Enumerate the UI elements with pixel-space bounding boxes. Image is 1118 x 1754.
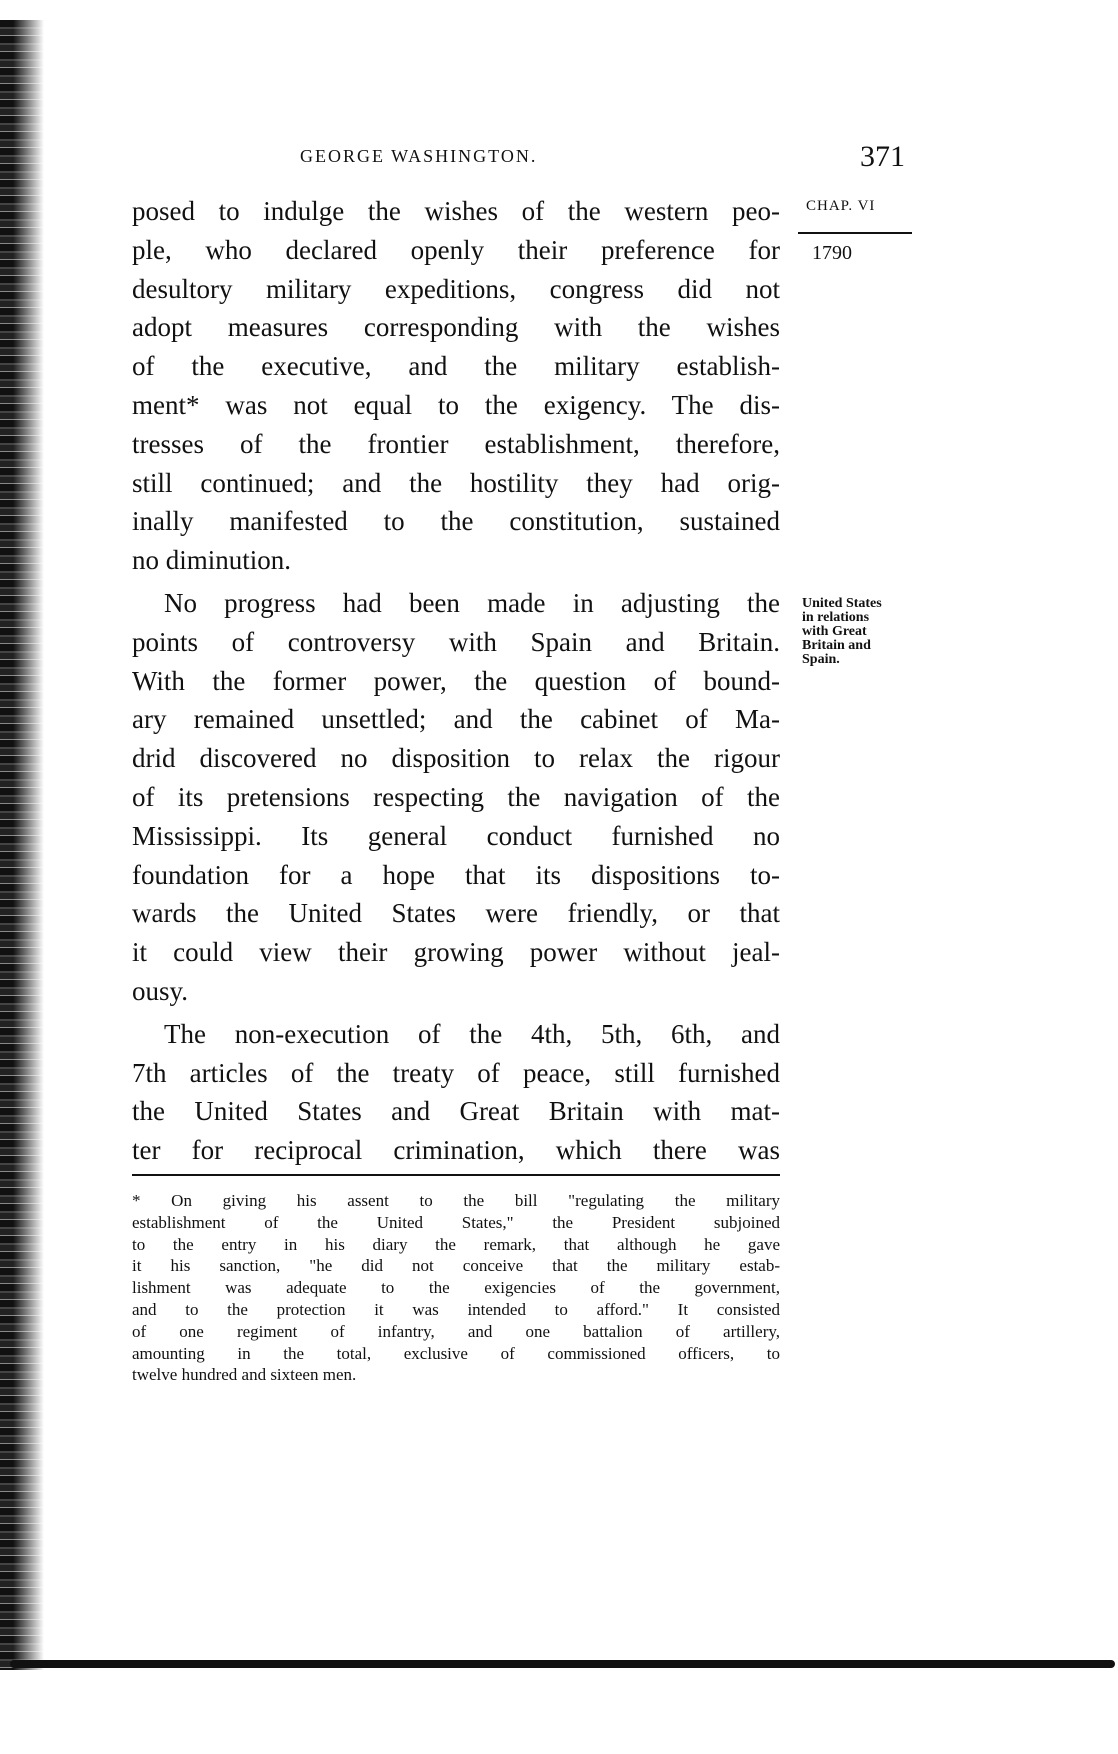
scan-bottom-edge: [10, 1660, 1115, 1668]
side-note-line: Spain.: [802, 652, 840, 667]
text-line: ple, who declared openly their preference for: [132, 234, 780, 265]
text-line: With the former power, the question of bound-: [132, 665, 780, 696]
footnote-line: lishment was adequate to the exigencies of the government,: [132, 1278, 780, 1298]
side-note-line: United States: [802, 596, 882, 611]
year-label: 1790: [812, 242, 852, 264]
side-note: [802, 597, 882, 667]
text-line: 7th articles of the treaty of peace, still furnished: [132, 1057, 780, 1088]
text-line: desultory military expeditions, congress did not: [132, 273, 780, 304]
footnote: [132, 1190, 780, 1386]
text-line: inally manifested to the constitution, sustained: [132, 506, 780, 537]
text-line: ment* was not equal to the exigency. The dis-: [132, 389, 780, 420]
text-line: ter for reciprocal crimination, which there was: [132, 1135, 780, 1166]
text-line: points of controversy with Spain and Britain.: [132, 626, 780, 657]
chapter-rule: [798, 232, 912, 234]
text-line: ousy.: [132, 975, 189, 1006]
footnote-line: of one regiment of infantry, and one battalion of artillery,: [132, 1321, 780, 1341]
page-number: 371: [860, 140, 905, 173]
footnote-line: it his sanction, "he did not conceive that the military estab-: [132, 1256, 780, 1276]
text-line: the United States and Great Britain with mat-: [132, 1096, 780, 1127]
scan-binding-edge: [0, 20, 44, 1670]
text-line: Mississippi. Its general conduct furnished no: [132, 820, 780, 851]
side-note-line: Britain and: [802, 638, 871, 653]
text-line: no diminution.: [132, 545, 292, 576]
footnote-line: amounting in the total, exclusive of commissioned officers, to: [132, 1343, 780, 1363]
footnote-line: to the entry in his diary the remark, that although he gave: [132, 1234, 780, 1254]
text-line: it could view their growing power without jeal-: [132, 937, 780, 968]
text-line: tresses of the frontier establishment, therefore,: [132, 428, 780, 459]
text-line: of the executive, and the military establish-: [132, 351, 780, 382]
text-line: adopt measures corresponding with the wishes: [132, 312, 780, 343]
text-line: posed to indulge the wishes of the western peo-: [132, 196, 780, 226]
text-line: ary remained unsettled; and the cabinet of Ma-: [132, 704, 780, 735]
text-line: of its pretensions respecting the navigation of the: [132, 781, 780, 812]
text-line: The non-execution of the 4th, 5th, 6th, and: [164, 1018, 780, 1049]
body-text: [132, 192, 780, 1170]
text-line: wards the United States were friendly, or that: [132, 898, 780, 929]
chapter-label: CHAP. VI: [806, 198, 876, 214]
side-note-line: with Great: [802, 624, 867, 639]
footnote-line: * On giving his assent to the bill "regulating the military: [132, 1191, 780, 1210]
footnote-line: and to the protection it was intended to afford." It consisted: [132, 1299, 780, 1319]
side-note-line: in relations: [802, 610, 870, 625]
running-title: GEORGE WASHINGTON.: [300, 146, 538, 166]
footnote-line: twelve hundred and sixteen men.: [132, 1365, 357, 1385]
text-line: still continued; and the hostility they had orig-: [132, 467, 780, 498]
footnote-rule: [132, 1174, 780, 1176]
text-line: drid discovered no disposition to relax the rigour: [132, 743, 780, 774]
text-line: No progress had been made in adjusting the: [164, 587, 780, 618]
footnote-line: establishment of the United States," the President subjoined: [132, 1212, 780, 1232]
text-line: foundation for a hope that its dispositions to-: [132, 859, 780, 890]
